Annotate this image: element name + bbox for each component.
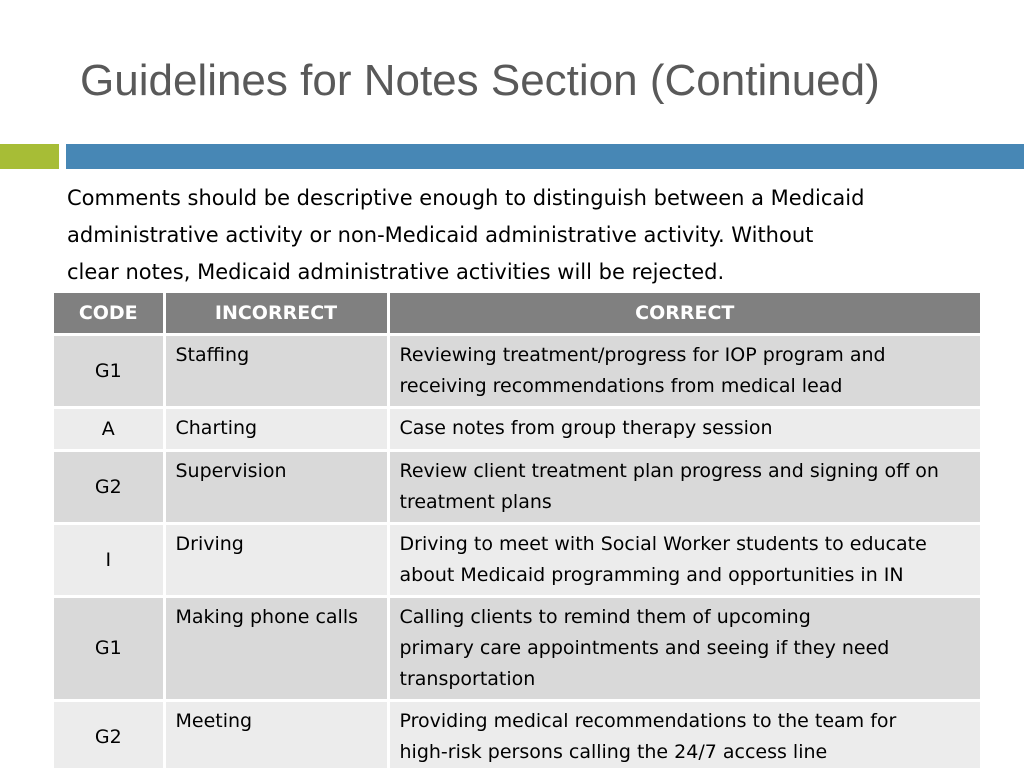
table-row	[54, 524, 980, 597]
code-cell: I	[54, 524, 164, 597]
correct-line: Providing medical recommendations to the team for	[399, 710, 897, 732]
intro-paragraph	[67, 180, 967, 291]
header-code: CODE	[54, 293, 164, 335]
intro-line: clear notes, Medicaid administrative activities will be rejected.	[67, 260, 725, 284]
correct-cell	[388, 597, 980, 701]
intro-line: administrative activity or non-Medicaid administrative activity. Without	[67, 223, 814, 247]
header-incorrect: INCORRECT	[164, 293, 388, 335]
table-header-row	[54, 293, 980, 335]
code-cell: G1	[54, 335, 164, 408]
correct-line: Review client treatment plan progress and signing off on	[399, 460, 939, 482]
correct-cell	[388, 524, 980, 597]
header-correct: CORRECT	[388, 293, 980, 335]
correct-line: high-risk persons calling the 24/7 access line	[399, 741, 828, 763]
correct-cell	[388, 335, 980, 408]
code-cell: G2	[54, 451, 164, 524]
correct-line: treatment plans	[399, 491, 552, 513]
table-row	[54, 701, 980, 768]
slide-title: Guidelines for Notes Section (Continued)	[80, 56, 880, 105]
table-row	[54, 335, 980, 408]
incorrect-cell: Staffing	[164, 335, 388, 408]
correct-line: Calling clients to remind them of upcoming	[399, 606, 811, 628]
correct-cell	[388, 408, 980, 451]
correct-line: transportation	[399, 668, 536, 690]
incorrect-cell: Supervision	[164, 451, 388, 524]
code-cell: G2	[54, 701, 164, 768]
correct-line: Reviewing treatment/progress for IOP program and	[399, 344, 886, 366]
table-row	[54, 597, 980, 701]
correct-line: receiving recommendations from medical lead	[399, 375, 843, 397]
incorrect-cell: Driving	[164, 524, 388, 597]
correct-cell	[388, 701, 980, 768]
incorrect-cell: Making phone calls	[164, 597, 388, 701]
code-cell: G1	[54, 597, 164, 701]
correct-line: primary care appointments and seeing if they need	[399, 637, 890, 659]
table-row	[54, 451, 980, 524]
correct-line: Case notes from group therapy session	[399, 417, 773, 439]
correct-line: about Medicaid programming and opportunities in IN	[399, 564, 904, 586]
notes-guidelines-table	[54, 293, 980, 768]
table-row	[54, 408, 980, 451]
accent-bar-blue	[66, 144, 1024, 169]
correct-cell	[388, 451, 980, 524]
correct-line: Driving to meet with Social Worker students to educate	[399, 533, 927, 555]
incorrect-cell: Charting	[164, 408, 388, 451]
intro-line: Comments should be descriptive enough to distinguish between a Medicaid	[67, 186, 865, 210]
accent-bar-green	[0, 144, 59, 169]
incorrect-cell: Meeting	[164, 701, 388, 768]
code-cell: A	[54, 408, 164, 451]
